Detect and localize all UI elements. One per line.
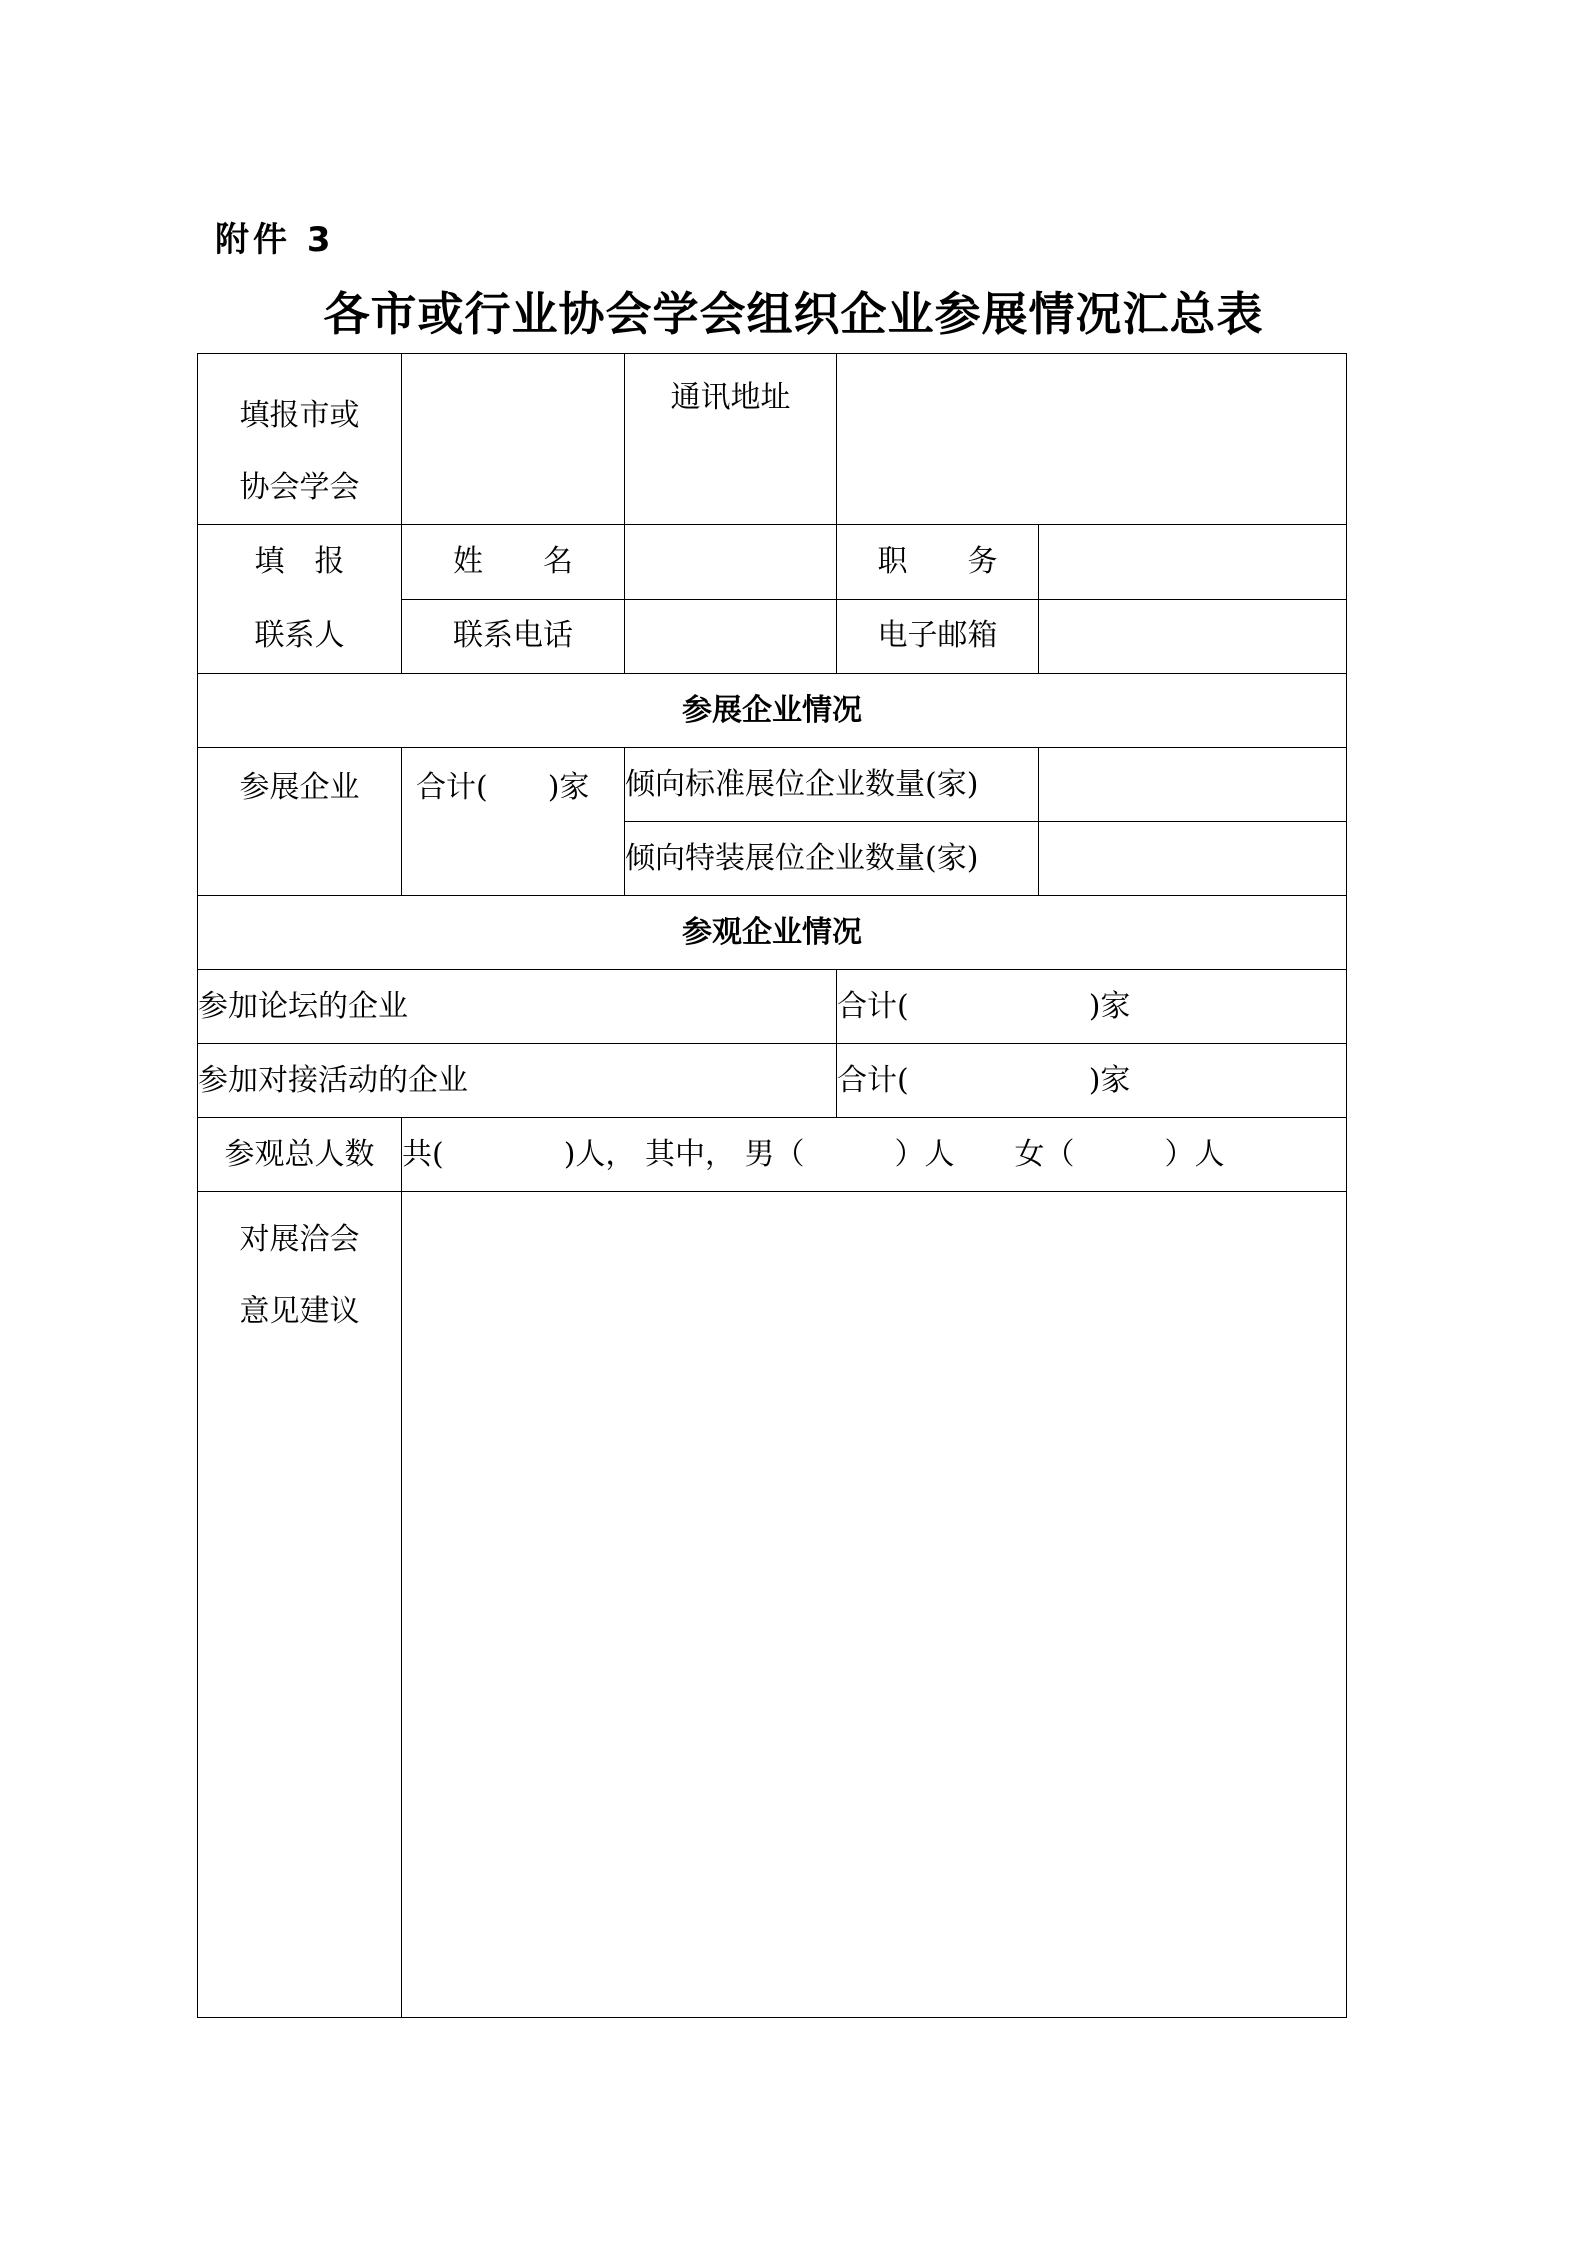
row-visitors bbox=[198, 1118, 1347, 1192]
visitors-value[interactable]: 共( )人， 其中， 男（ ）人 女（ ）人 bbox=[402, 1118, 1347, 1192]
special-booth-field[interactable] bbox=[1039, 822, 1347, 896]
summary-form-table bbox=[197, 353, 1347, 2018]
contact-label-line2: 联系人 bbox=[254, 618, 345, 653]
phone-label: 联系电话 bbox=[402, 599, 625, 674]
email-label: 电子邮箱 bbox=[837, 599, 1039, 674]
matchmaking-total[interactable]: 合计( )家 bbox=[837, 1044, 1347, 1118]
position-field[interactable] bbox=[1039, 525, 1347, 600]
name-field[interactable] bbox=[625, 525, 837, 600]
row-exhibitor-standard bbox=[198, 748, 1347, 822]
reporter-org-label-line1: 填报市或 bbox=[239, 398, 360, 433]
contact-label-line1: 填 报 bbox=[254, 544, 345, 579]
row-contact-name bbox=[198, 525, 1347, 600]
attachment-label: 附件 3 bbox=[215, 220, 335, 260]
row-exhibitor-heading bbox=[198, 674, 1347, 748]
standard-booth-field[interactable] bbox=[1039, 748, 1347, 822]
visitors-label: 参观总人数 bbox=[198, 1118, 402, 1192]
suggestions-field[interactable] bbox=[402, 1192, 1347, 2018]
contact-label bbox=[198, 525, 402, 674]
exhibitor-label: 参展企业 bbox=[198, 748, 402, 896]
visitor-section-heading: 参观企业情况 bbox=[198, 896, 1347, 970]
row-visitor-heading bbox=[198, 896, 1347, 970]
page-title: 各市或行业协会学会组织企业参展情况汇总表 bbox=[323, 287, 1264, 341]
reporter-org-label-line2: 协会学会 bbox=[239, 470, 360, 505]
suggestions-label bbox=[198, 1192, 402, 2018]
address-field[interactable] bbox=[837, 354, 1347, 525]
suggestions-label-line1: 对展洽会 bbox=[239, 1222, 360, 1257]
matchmaking-label: 参加对接活动的企业 bbox=[198, 1044, 837, 1118]
standard-booth-label: 倾向标准展位企业数量(家) bbox=[625, 748, 1039, 822]
exhibitor-section-heading: 参展企业情况 bbox=[198, 674, 1347, 748]
position-label: 职 务 bbox=[837, 525, 1039, 600]
reporter-org-label bbox=[198, 354, 402, 525]
address-label: 通讯地址 bbox=[625, 354, 837, 525]
email-field[interactable] bbox=[1039, 599, 1347, 674]
special-booth-label: 倾向特装展位企业数量(家) bbox=[625, 822, 1039, 896]
row-suggestions bbox=[198, 1192, 1347, 2018]
forum-label: 参加论坛的企业 bbox=[198, 970, 837, 1044]
name-label: 姓 名 bbox=[402, 525, 625, 600]
forum-total[interactable]: 合计( )家 bbox=[837, 970, 1347, 1044]
reporter-org-field[interactable] bbox=[402, 354, 625, 525]
exhibitor-total[interactable]: 合计( )家 bbox=[402, 748, 625, 896]
row-forum bbox=[198, 970, 1347, 1044]
suggestions-label-line2: 意见建议 bbox=[239, 1294, 360, 1329]
row-reporter-org bbox=[198, 354, 1347, 525]
phone-field[interactable] bbox=[625, 599, 837, 674]
row-matchmaking bbox=[198, 1044, 1347, 1118]
